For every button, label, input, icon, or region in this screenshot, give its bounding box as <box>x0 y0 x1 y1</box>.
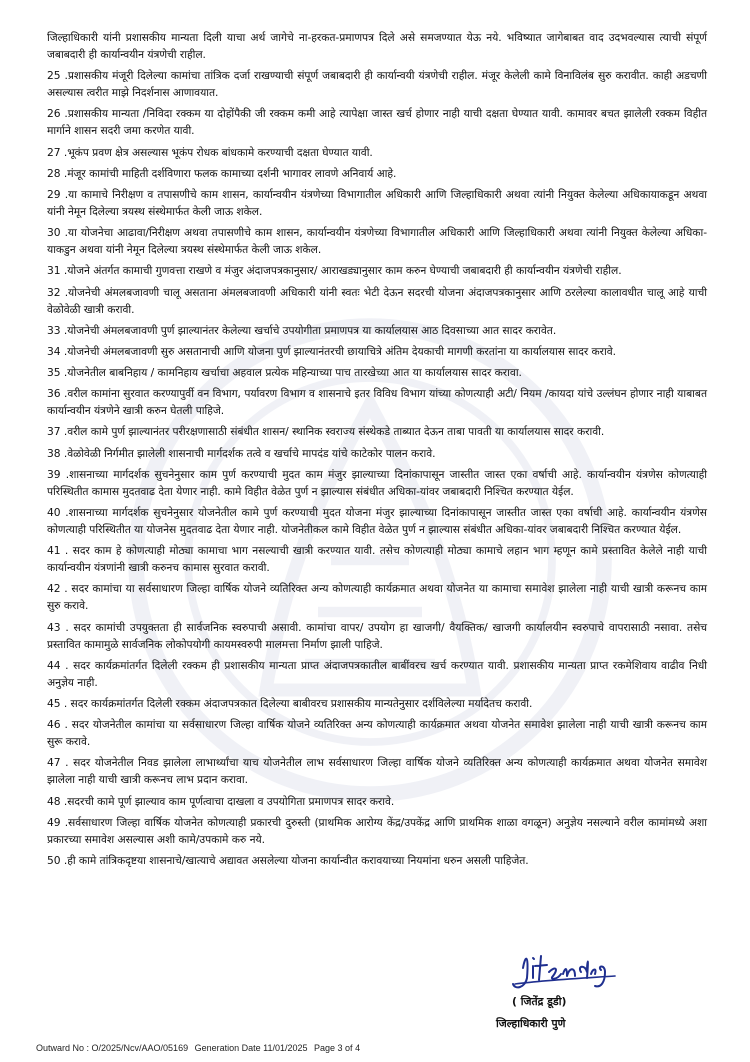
body-text <box>47 29 707 873</box>
paragraph-27: 27 .भूकंप प्रवण क्षेत्र असल्यास भूकंप रोधक बांधकामे करण्याची दक्षता घेण्यात यावी. <box>47 145 373 159</box>
paragraph-38: 38 .वेळोवेळी निर्गमीत झालेली शासनाची मार्गदर्शक तत्वे व खर्चाचे मापदंड यांचे काटेकोर पालन करावे. <box>47 446 436 460</box>
paragraph-48: 48 .सदरची कामे पूर्ण झाल्याव काम पूर्णत्वाचा दाखला व उपयोगिता प्रमाणपत्र सादर करावे. <box>47 794 395 808</box>
outward-number: Outward No : O/2025/Ncv/AAO/05169 <box>36 1043 189 1053</box>
page-number: Page 3 of 4 <box>314 1043 361 1053</box>
paragraph-44: 44 . सदर कार्यक्रमांतर्गत दिलेली रक्कम ही प्रशासकीय मान्यता प्राप्त अंदाजपत्रकातील बाबींवरच खर्च करण्यात यावी. प्रशासकीय मान्यता प्राप्त रकमेशिवाय वाढीव निधी अनुज्ञेय नाही. <box>47 658 707 689</box>
paragraph-35: 35 .योजनेतील बाबनिहाय / कामनिहाय खर्चाचा अहवाल प्रत्येक महिन्याच्या पाच तारखेच्या आत या कार्यालयास सादर करावा. <box>47 366 522 380</box>
paragraph-43: 43 . सदर कामांची उपयुक्तता ही सार्वजनिक स्वरुपाची असावी. कामांचा वापर/ उपयोग हा खाजगी/ वैयक्तिक/ खाजगी कार्यालयीन स्वरुपाचे वापरासाठी नसावा. तसेच प्रस्तावित कामामुळे सार्वजनिक लोकोपयोगी कायमस्वरुपी मालमत्ता निर्माण झाली पाहिजे. <box>47 620 707 651</box>
paragraph-31: 31 .योजने अंतर्गत कामाची गुणवत्ता राखणे व मंजुर अंदाजपत्रकानुसार/ आराखड्यानुसार काम करुन घेण्याची जबाबदारी ही कार्यान्वयीन यंत्रणेची राहील. <box>47 264 622 278</box>
paragraph-26: 26 .प्रशासकीय मान्यता /निविदा रक्कम या दोहोंपैकी जी रक्कम कमी आहे त्यापेक्षा जास्त खर्च होणार नाही याची दक्षता घेण्यात यावी. कामावर बचत झालेली रक्कम विहीत मार्गाने शासन सदरी जमा करणेत यावी. <box>47 107 707 138</box>
paragraph-41: 41 . सदर काम हे कोणत्याही मोठ्या कामाचा भाग नसल्याची खात्री करण्यात यावी. तसेच कोणत्याही मोठ्या कामाचे लहान भाग म्हणून कामे प्रस्तावित केलेले नाही याची कार्यान्वयीन यंत्रणांनी खात्री करुनच कामास सुरवात करावी. <box>47 544 707 575</box>
paragraph-39: 39 .शासनाच्या मार्गदर्शक सुचनेनुसार काम पुर्ण करण्याची मुदत काम मंजुर झाल्याच्या दिनांकापासून जास्तीत जास्त एका वर्षाची आहे. कार्यान्वयीन यंत्रणेस कोणत्याही परिस्थितीत कामास मुदतवाढ देता येणार नाही. कामे विहीत वेळेत पुर्ण न झाल्यास संबंधीत अधिका-यांवर जबाबदारी निश्चित करण्यात येईल. <box>47 467 707 498</box>
paragraph-36: 36 .वरील कामांना सुरवात करण्यापुर्वी वन विभाग, पर्यावरण विभाग व शासनाचे इतर विविध विभाग यांच्या कोणत्याही अटी/ नियम /कायदा यांचे उल्लंघन होणार नाही याबाबत कार्यान्वयीन यंत्रणेने खात्री करुन घेतली पाहिजे. <box>47 387 707 418</box>
paragraph-33: 33 .योजनेची अंमलबजावणी पुर्ण झाल्यानंतर केलेल्या खर्चाचे उपयोगीता प्रमाणपत्र या कार्यालयास आठ दिवसाच्या आत सादर करावेत. <box>47 323 557 337</box>
paragraph-30: 30 .या योजनेचा आढावा/निरीक्षण अथवा तपासणीचे काम शासन, कार्यान्वयीन यंत्रणेच्या विभागातील अधिकारी आणि जिल्हाधिकारी अथवा त्यांनी नियुक्त केलेल्या अधिका-याकडुन अथवा यांनी नेमून दिलेल्या त्रयस्थ संस्थेमार्फत केली जाऊ शकेल. <box>47 226 707 257</box>
paragraph-49: 49 .सर्वसाधारण जिल्हा वार्षिक योजनेत कोणत्याही प्रकारची दुरुस्ती (प्राथमिक आरोग्य केंद्र/उपकेंद्र आणि प्राथमिक शाळा वगळून) अनुज्ञेय नसल्याने वरील कामांमध्ये अशा प्रकारच्या समावेश असल्यास अशी कामे/उपकामे करु नये. <box>47 815 707 846</box>
paragraph-29: 29 .या कामाचे निरीक्षण व तपासणीचे काम शासन, कार्यान्वयीन यंत्रणेच्या विभागातील अधिकारी आणि जिल्हाधिकारी अथवा त्यांनी नियुक्त केलेल्या अधिकायाकडून अथवा यांनी नेमून दिलेल्या त्रयस्थ संस्थेमार्फत केली जाऊ शकेल. <box>47 187 707 218</box>
page-footer <box>36 1043 364 1053</box>
paragraph-continued: जिल्हाधिकारी यांनी प्रशासकीय मान्यता दिली याचा अर्थ जागेचे ना-हरकत-प्रमाणपत्र दिले असे समजण्यात येऊ नये. भविष्यात जागेबाबत वाद उदभवल्यास त्याची संपूर्ण जबाबदारी ही कार्यान्वयीन यंत्रणेची राहील. <box>47 31 707 61</box>
generation-date: Generation Date 11/01/2025 <box>194 1043 308 1053</box>
paragraph-28: 28 .मंजूर कामांची माहिती दर्शविणारा फलक कामाच्या दर्शनी भागावर लावणे अनिवार्य आहे. <box>47 166 397 180</box>
paragraph-50: 50 .ही कामे तांत्रिकदृष्टया शासनाचे/खात्याचे अद्यावत असलेल्या योजना कार्यान्वीत करावयाच्या नियमांना धरुन असली पाहिजेत. <box>47 853 529 867</box>
paragraph-40: 40 .शासनाच्या मार्गदर्शक सुचनेनुसार योजनेतील कामे पुर्ण करण्याची मुदत योजना मंजुर झाल्याच्या दिनांकापासून जास्तीत जास्त एका वर्षाची आहे. कार्यान्वयीन यंत्रणेस कोणत्याही परिस्थितीत या योजनेस मुदतवाढ देता येणार नाही. योजनेतीकल कामे विहीत वेळेत पुर्ण न झाल्यास संबंधीत अधिका-यांवर जबाबदारी निश्चित करण्यात येईल. <box>47 506 707 536</box>
paragraph-37: 37 .वरील कामे पुर्ण झाल्यानंतर परीरक्षणासाठी संबंधीत शासन/ स्थानिक स्वराज्य संस्थेकडे ताब्यात देऊन ताबा पावती या कार्यालयास सादर करावी. <box>47 425 605 439</box>
paragraph-42: 42 . सदर कामांचा या सर्वसाधारण जिल्हा वार्षिक योजने व्यतिरिक्त अन्य कोणत्याही कार्यक्रमात अथवा योजनेत या कामाचा समावेश झालेला नाही याची खात्री करूनच काम सुरु करावे. <box>47 582 707 613</box>
handwritten-signature <box>505 938 655 998</box>
signatory-designation: जिल्हाधिकारी पुणे <box>496 1017 566 1030</box>
paragraph-25: 25 .प्रशासकीय मंजूरी दिलेल्या कामांचा तांत्रिक दर्जा राखण्याची संपूर्ण जबाबदारी ही कार्यान्वयी यंत्रणेची राहील. मंजूर केलेली कामे विनाविलंब सुरु करावीत. काही अडचणी असल्यास त्वरीत माझे निदर्शनास आणावयात. <box>47 69 707 100</box>
paragraph-45: 45 . सदर कार्यक्रमांतर्गत दिलेली रक्कम अंदाजपत्रकात दिलेल्या बाबीवरच प्रशासकीय मान्यतेनुसार दर्शविलेल्या मर्यादेतच करावी. <box>47 696 533 710</box>
paragraph-32: 32 .योजनेची अंमलबजावणी चालू असताना अंमलबजावणी अधिकारी यांनी स्वतः भेटी देऊन सदरची योजना अंदाजपत्रकानुसार आणि ठरलेल्या कालावधीत चालू आहे याची वेळोवेळी खात्री करावी. <box>47 285 707 316</box>
signatory-name: ( जितेंद्र डूडी) <box>512 995 567 1008</box>
paragraph-47: 47 . सदर योजनेतील निवड झालेला लाभार्थ्यांचा याच योजनेतील लाभ सर्वसाधारण जिल्हा वार्षिक योजने व्यतिरिक्त अन्य कोणत्याही कार्यक्रमात अथवा योजनेत समावेश झालेला नाही याची खात्री करूनच लाभ प्रदान करावा. <box>47 756 707 787</box>
paragraph-46: 46 . सदर योजनेतील कामांचा या सर्वसाधारण जिल्हा वार्षिक योजने व्यतिरिक्त अन्य कोणत्याही कार्यक्रमात अथवा योजनेत समावेश झालेला नाही याची खात्री करूनच काम सुरू करावे. <box>47 718 707 749</box>
paragraph-34: 34 .योजनेची अंमलबजावणी सुरु असतानाची आणि योजना पुर्ण झाल्यानंतरची छायाचित्रे अंतिम देयकाची मागणी करतांना या कार्यालयास सादर करावे. <box>47 344 616 358</box>
